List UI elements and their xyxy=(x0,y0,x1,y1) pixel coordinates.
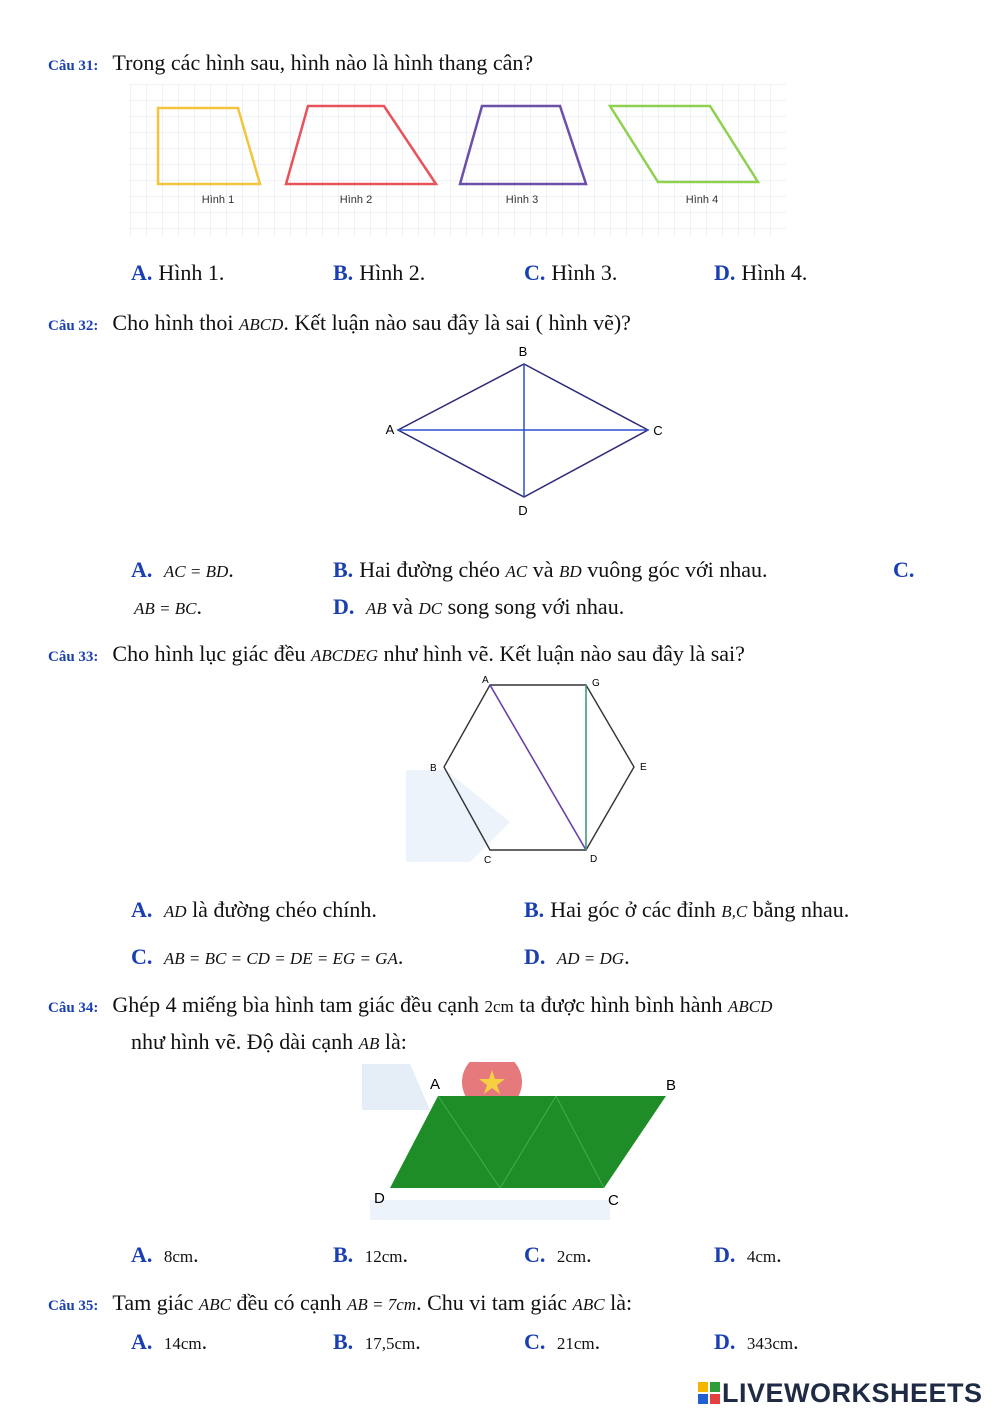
vertex-label-d: D xyxy=(518,503,528,518)
q33-option-d[interactable]: D. AD = DG. xyxy=(524,944,630,969)
question-35: Câu 35: Tam giác ABC đều có cạnh AB = 7cm. Chu vi tam giác ABC là: xyxy=(48,1290,633,1315)
label-hinh-2: Hình 2 xyxy=(339,194,373,206)
q32-option-a[interactable]: A. AC = BD. xyxy=(131,557,234,582)
question-number: Câu 33: xyxy=(48,649,99,665)
watermark-text-band xyxy=(370,1200,610,1220)
vertex-label-a: A xyxy=(430,1076,441,1093)
vertex-label-a: A xyxy=(482,675,489,686)
vertex-label-c: C xyxy=(484,855,492,866)
label-hinh-1: Hình 1 xyxy=(201,194,235,206)
question-number: Câu 35: xyxy=(48,1298,99,1314)
question-number: Câu 32: xyxy=(48,318,99,334)
q35-option-d[interactable]: D. 343cm. xyxy=(714,1329,799,1354)
q35-option-c[interactable]: C. 21cm. xyxy=(524,1329,601,1354)
q32-rhombus-figure xyxy=(376,340,676,525)
label-hinh-3: Hình 3 xyxy=(505,194,539,206)
q31-option-d[interactable]: D. Hình 4. xyxy=(714,260,808,285)
q34-option-d[interactable]: D. 4cm. xyxy=(714,1242,782,1267)
q33-option-b[interactable]: B. Hai góc ở các đỉnh B,C bằng nhau. xyxy=(524,897,850,922)
q31-figure xyxy=(130,84,786,236)
vertex-label-c: C xyxy=(608,1192,619,1209)
q35-option-a[interactable]: A. 14cm. xyxy=(131,1329,208,1354)
vertex-label-g: G xyxy=(592,678,600,689)
question-number: Câu 34: xyxy=(48,1000,99,1016)
q31-option-a[interactable]: A. Hình 1. xyxy=(131,260,225,285)
vertex-label-b: B xyxy=(518,344,528,359)
question-text: Trong các hình sau, hình nào là hình thang cân? xyxy=(112,50,534,75)
vertex-label-c: C xyxy=(653,423,663,438)
q34-option-a[interactable]: A. 8cm. xyxy=(131,1242,199,1267)
question-34-line-1: Câu 34: Ghép 4 miếng bìa hình tam giác đều cạnh 2cm ta được hình bình hành ABCD xyxy=(48,992,773,1017)
q34-option-b[interactable]: B. 12cm. xyxy=(333,1242,408,1267)
q34-option-c[interactable]: C. 2cm. xyxy=(524,1242,592,1267)
vertex-label-b: B xyxy=(666,1077,677,1094)
q33-hexagon-figure xyxy=(400,672,670,872)
q33-option-a[interactable]: A. AD là đường chéo chính. xyxy=(131,897,377,922)
q32-option-c-value[interactable]: AB = BC. xyxy=(134,594,202,619)
liveworksheets-logo[interactable]: LIVEWORKSHEETS xyxy=(698,1378,983,1409)
vertex-label-a: A xyxy=(385,422,395,437)
liveworksheets-icon xyxy=(698,1382,720,1404)
question-32: Câu 32: Cho hình thoi ABCD. Kết luận nào sau đây là sai ( hình vẽ)? xyxy=(48,310,631,335)
q34-parallelogram-figure xyxy=(360,1062,700,1222)
q32-option-c-letter[interactable]: C. xyxy=(893,557,915,582)
vertex-label-d: D xyxy=(590,854,598,865)
vertex-label-e: E xyxy=(640,762,647,773)
label-hinh-4: Hình 4 xyxy=(685,194,719,206)
q35-option-b[interactable]: B. 17,5cm. xyxy=(333,1329,421,1354)
q31-option-b[interactable]: B. Hình 2. xyxy=(333,260,426,285)
vertex-label-b: B xyxy=(430,763,437,774)
vertex-label-d: D xyxy=(374,1190,385,1207)
q32-option-d[interactable]: D. AB và DC song song với nhau. xyxy=(333,594,625,619)
q33-option-c[interactable]: C. AB = BC = CD = DE = EG = GA. xyxy=(131,944,404,969)
watermark-shape xyxy=(406,770,510,862)
watermark-shape xyxy=(362,1064,430,1110)
question-31 xyxy=(48,50,533,76)
question-33: Câu 33: Cho hình lục giác đều ABCDEG như hình vẽ. Kết luận nào sau đây là sai? xyxy=(48,641,745,666)
q32-option-b[interactable]: B. Hai đường chéo AC và BD vuông góc với nhau. xyxy=(333,557,768,582)
question-number: Câu 31: xyxy=(48,58,99,74)
question-34-line-2: như hình vẽ. Độ dài cạnh AB là: xyxy=(131,1029,407,1054)
q31-option-c[interactable]: C. Hình 3. xyxy=(524,260,618,285)
